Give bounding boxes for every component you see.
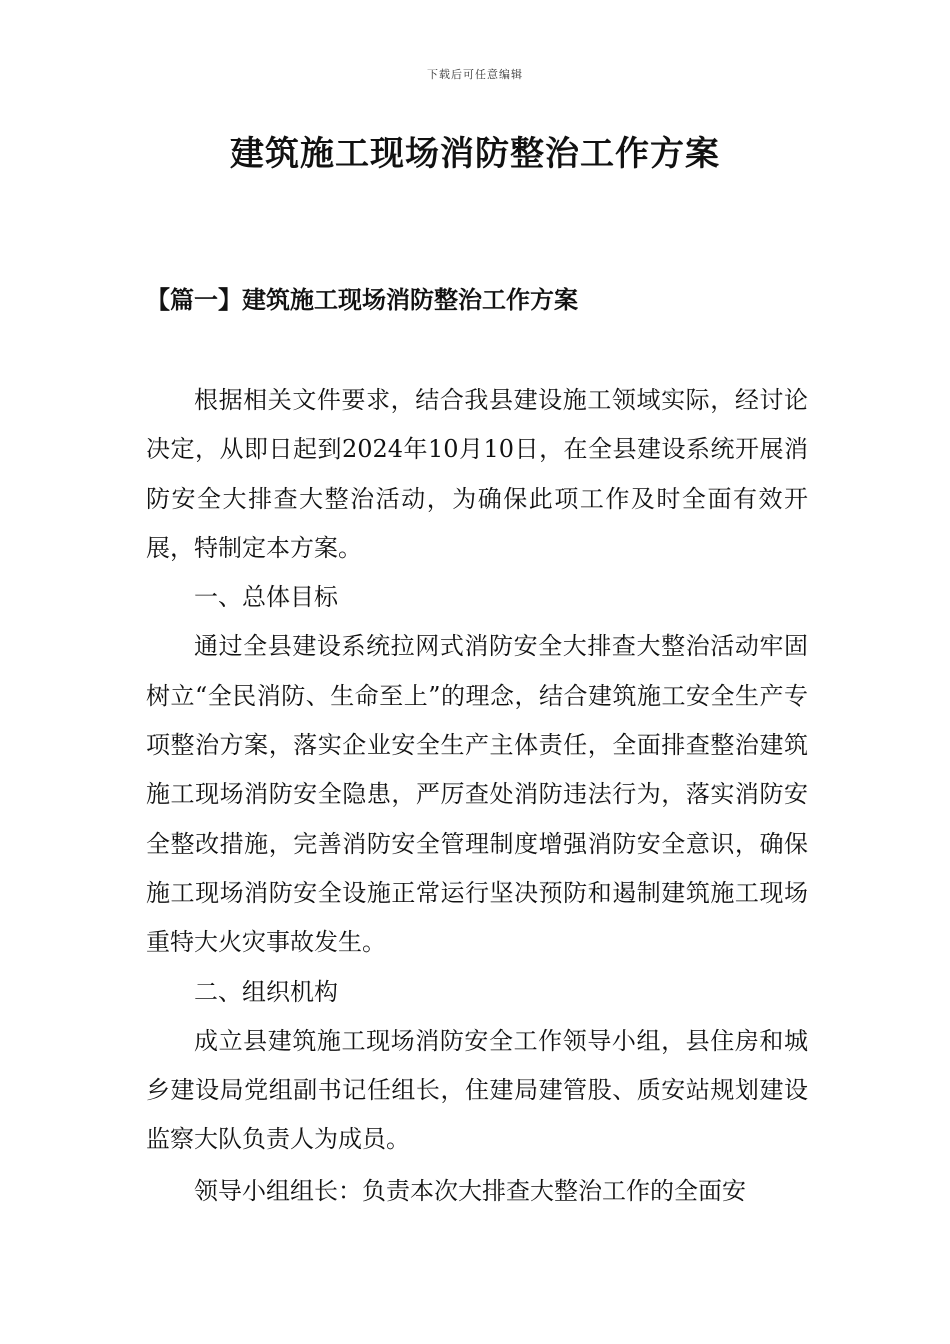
section-heading: 【篇一】建筑施工现场消防整治工作方案 [146,285,578,314]
paragraph-leader-duty: 领导小组组长：负责本次大排查大整治工作的全面安 [194,1176,746,1205]
heading-overall-goal: 一、总体目标 [194,583,338,612]
paragraph-intro: 根据相关文件要求，结合我县建设施工领域实际，经讨论决定，从即日起到2024年10月10日，在全县建设系统开展消防安全大排查大整治活动，为确保此项工作及时全面有效开展，特制定本方案。 [146,386,808,562]
paragraph-organization: 成立县建筑施工现场消防安全工作领导小组，县住房和城乡建设局党组副书记任组长，住建局建管股、质安站规划建设监察大队负责人为成员。 [146,1026,808,1154]
document-title: 建筑施工现场消防整治工作方案 [230,134,720,174]
header-note: 下载后可任意编辑 [427,68,523,81]
paragraph-goal: 通过全县建设系统拉网式消防安全大排查大整治活动牢固树立“全民消防、生命至上”的理念，结合建筑施工安全生产专项整治方案，落实企业安全生产主体责任，全面排查整治建筑施工现场消防安全隐患，严厉查处消防违法行为，落实消防安全整改措施，完善消防安全管理制度增强消防安全意识，确保施工现场消防安全设施正常运行坚决预防和遏制建筑施工现场重特大火灾事故发生。 [146,632,808,957]
document-body [146,376,808,1216]
heading-organization: 二、组织机构 [194,977,338,1006]
